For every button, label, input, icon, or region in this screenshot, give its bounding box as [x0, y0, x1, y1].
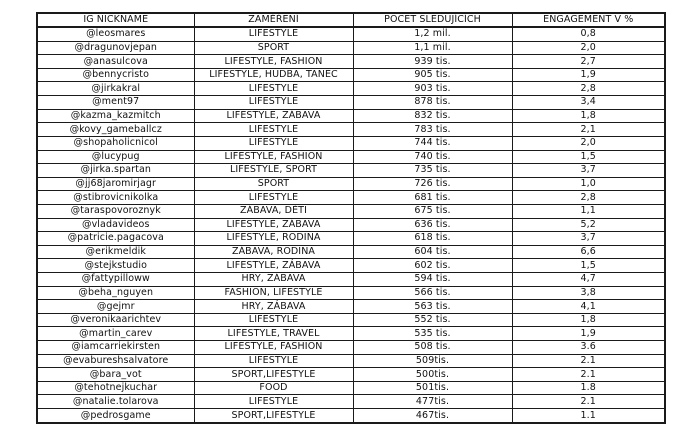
- table-row: [37, 232, 665, 246]
- engagement-cell: 2.1: [512, 368, 665, 382]
- nickname-cell: @evabureshsalvatore: [37, 354, 194, 368]
- engagement-cell: 2,7: [512, 55, 665, 69]
- engagement-cell: 6,6: [512, 245, 665, 259]
- nickname-cell: @taraspovoroznyk: [37, 204, 194, 218]
- engagement-cell: 4,1: [512, 300, 665, 314]
- table-row: [37, 55, 665, 69]
- focus-cell: LIFESTYLE, FASHION: [194, 55, 353, 69]
- table-row: [37, 164, 665, 178]
- table-row: [37, 273, 665, 287]
- focus-cell: LIFESTYLE: [194, 123, 353, 137]
- focus-cell: LIFESTYLE: [194, 136, 353, 150]
- followers-cell: 604 tis.: [353, 245, 512, 259]
- focus-cell: LIFESTYLE: [194, 191, 353, 205]
- table-row: [37, 395, 665, 409]
- followers-cell: 618 tis.: [353, 232, 512, 246]
- focus-cell: SPORT,LIFESTYLE: [194, 409, 353, 423]
- focus-cell: ZÁBAVA, RODINA: [194, 245, 353, 259]
- nickname-cell: @gejmr: [37, 300, 194, 314]
- focus-cell: LIFESTYLE: [194, 96, 353, 110]
- nickname-cell: @kazma_kazmitch: [37, 109, 194, 123]
- followers-cell: 566 tis.: [353, 286, 512, 300]
- followers-cell: 832 tis.: [353, 109, 512, 123]
- engagement-cell: 5,2: [512, 218, 665, 232]
- engagement-cell: 0,8: [512, 27, 665, 41]
- table-row: [37, 41, 665, 55]
- engagement-cell: 3,7: [512, 164, 665, 178]
- followers-cell: 726 tis.: [353, 177, 512, 191]
- table-row: [37, 368, 665, 382]
- header-engagement: ENGAGEMENT V %: [512, 13, 665, 27]
- followers-cell: 903 tis.: [353, 82, 512, 96]
- table-row: [37, 136, 665, 150]
- focus-cell: SPORT,LIFESTYLE: [194, 368, 353, 382]
- followers-cell: 602 tis.: [353, 259, 512, 273]
- focus-cell: LIFESTYLE: [194, 313, 353, 327]
- engagement-cell: 3,7: [512, 232, 665, 246]
- engagement-cell: 3,4: [512, 96, 665, 110]
- nickname-cell: @stejkstudio: [37, 259, 194, 273]
- followers-cell: 636 tis.: [353, 218, 512, 232]
- nickname-cell: @iamcarriekirsten: [37, 341, 194, 355]
- engagement-cell: 1,8: [512, 109, 665, 123]
- focus-cell: LIFESTYLE, TRAVEL: [194, 327, 353, 341]
- nickname-cell: @lucypug: [37, 150, 194, 164]
- table-header-row: [37, 13, 665, 27]
- followers-cell: 740 tis.: [353, 150, 512, 164]
- focus-cell: LIFESTYLE, FASHION: [194, 341, 353, 355]
- nickname-cell: @jirka.spartan: [37, 164, 194, 178]
- nickname-cell: @pedrosgame: [37, 409, 194, 423]
- engagement-cell: 2,0: [512, 41, 665, 55]
- followers-cell: 509tis.: [353, 354, 512, 368]
- table-row: [37, 286, 665, 300]
- engagement-cell: 1,1: [512, 204, 665, 218]
- table-row: [37, 27, 665, 41]
- table-body: [37, 27, 665, 423]
- focus-cell: LIFESTYLE, ZÁBAVA: [194, 109, 353, 123]
- nickname-cell: @fattypilloww: [37, 273, 194, 287]
- engagement-cell: 3,8: [512, 286, 665, 300]
- focus-cell: LIFESTYLE, FASHION: [194, 150, 353, 164]
- followers-cell: 477tis.: [353, 395, 512, 409]
- engagement-cell: 2,1: [512, 123, 665, 137]
- engagement-cell: 1.8: [512, 381, 665, 395]
- header-focus: ZAMĚŘENÍ: [194, 13, 353, 27]
- followers-cell: 552 tis.: [353, 313, 512, 327]
- engagement-cell: 3.6: [512, 341, 665, 355]
- nickname-cell: @jj68jaromirjagr: [37, 177, 194, 191]
- nickname-cell: @martin_carev: [37, 327, 194, 341]
- followers-cell: 878 tis.: [353, 96, 512, 110]
- table-row: [37, 354, 665, 368]
- engagement-cell: 1,0: [512, 177, 665, 191]
- followers-cell: 501tis.: [353, 381, 512, 395]
- table-row: [37, 177, 665, 191]
- table-row: [37, 245, 665, 259]
- table-row: [37, 150, 665, 164]
- header-followers: POČET SLEDUJÍCÍCH: [353, 13, 512, 27]
- table-row: [37, 381, 665, 395]
- engagement-cell: 2,8: [512, 82, 665, 96]
- nickname-cell: @natalie.tolarova: [37, 395, 194, 409]
- focus-cell: SPORT: [194, 177, 353, 191]
- nickname-cell: @vladavideos: [37, 218, 194, 232]
- followers-cell: 535 tis.: [353, 327, 512, 341]
- focus-cell: LIFESTYLE, ZÁBAVA: [194, 259, 353, 273]
- followers-cell: 563 tis.: [353, 300, 512, 314]
- table-row: [37, 123, 665, 137]
- focus-cell: HRY, ZÁBAVA: [194, 300, 353, 314]
- table-row: [37, 327, 665, 341]
- nickname-cell: @erikmeldik: [37, 245, 194, 259]
- engagement-cell: 1,9: [512, 68, 665, 82]
- followers-cell: 500tis.: [353, 368, 512, 382]
- engagement-cell: 1,5: [512, 150, 665, 164]
- focus-cell: LIFESTYLE, ZÁBAVA: [194, 218, 353, 232]
- focus-cell: HRY, ZÁBAVA: [194, 273, 353, 287]
- focus-cell: LIFESTYLE: [194, 82, 353, 96]
- table-row: [37, 300, 665, 314]
- nickname-cell: @jirkakral: [37, 82, 194, 96]
- table-row: [37, 109, 665, 123]
- followers-cell: 681 tis.: [353, 191, 512, 205]
- nickname-cell: @ment97: [37, 96, 194, 110]
- engagement-cell: 1,9: [512, 327, 665, 341]
- engagement-cell: 4,7: [512, 273, 665, 287]
- focus-cell: LIFESTYLE: [194, 354, 353, 368]
- nickname-cell: @tehotnejkuchar: [37, 381, 194, 395]
- nickname-cell: @bara_vot: [37, 368, 194, 382]
- focus-cell: SPORT: [194, 41, 353, 55]
- table-row: [37, 218, 665, 232]
- followers-cell: 1,1 mil.: [353, 41, 512, 55]
- nickname-cell: @kovy_gameballcz: [37, 123, 194, 137]
- engagement-cell: 2,0: [512, 136, 665, 150]
- followers-cell: 508 tis.: [353, 341, 512, 355]
- table-row: [37, 82, 665, 96]
- focus-cell: LIFESTYLE, SPORT: [194, 164, 353, 178]
- followers-cell: 744 tis.: [353, 136, 512, 150]
- nickname-cell: @patricie.pagacova: [37, 232, 194, 246]
- followers-cell: 467tis.: [353, 409, 512, 423]
- focus-cell: LIFESTYLE: [194, 27, 353, 41]
- table-row: [37, 313, 665, 327]
- followers-cell: 905 tis.: [353, 68, 512, 82]
- nickname-cell: @leosmares: [37, 27, 194, 41]
- table-row: [37, 341, 665, 355]
- followers-cell: 1,2 mil.: [353, 27, 512, 41]
- table-row: [37, 68, 665, 82]
- table-row: [37, 259, 665, 273]
- nickname-cell: @stibrovicnikolka: [37, 191, 194, 205]
- followers-cell: 675 tis.: [353, 204, 512, 218]
- engagement-cell: 1.1: [512, 409, 665, 423]
- nickname-cell: @anasulcova: [37, 55, 194, 69]
- header-ig-nickname: IG NICKNAME: [37, 13, 194, 27]
- focus-cell: LIFESTYLE, RODINA: [194, 232, 353, 246]
- focus-cell: LIFESTYLE: [194, 395, 353, 409]
- engagement-cell: 2,8: [512, 191, 665, 205]
- nickname-cell: @bennycristo: [37, 68, 194, 82]
- followers-cell: 735 tis.: [353, 164, 512, 178]
- table-row: [37, 409, 665, 423]
- table-row: [37, 204, 665, 218]
- followers-cell: 939 tis.: [353, 55, 512, 69]
- focus-cell: FOOD: [194, 381, 353, 395]
- focus-cell: FASHION, LIFESTYLE: [194, 286, 353, 300]
- focus-cell: LIFESTYLE, HUDBA, TANEC: [194, 68, 353, 82]
- influencer-table: [36, 12, 666, 424]
- followers-cell: 594 tis.: [353, 273, 512, 287]
- followers-cell: 783 tis.: [353, 123, 512, 137]
- engagement-cell: 1,5: [512, 259, 665, 273]
- table-row: [37, 96, 665, 110]
- nickname-cell: @dragunovjepan: [37, 41, 194, 55]
- nickname-cell: @shopaholicnicol: [37, 136, 194, 150]
- engagement-cell: 2.1: [512, 395, 665, 409]
- table-row: [37, 191, 665, 205]
- nickname-cell: @beha_nguyen: [37, 286, 194, 300]
- focus-cell: ZÁBAVA, DĚTI: [194, 204, 353, 218]
- engagement-cell: 1,8: [512, 313, 665, 327]
- nickname-cell: @veronikaarichtev: [37, 313, 194, 327]
- engagement-cell: 2.1: [512, 354, 665, 368]
